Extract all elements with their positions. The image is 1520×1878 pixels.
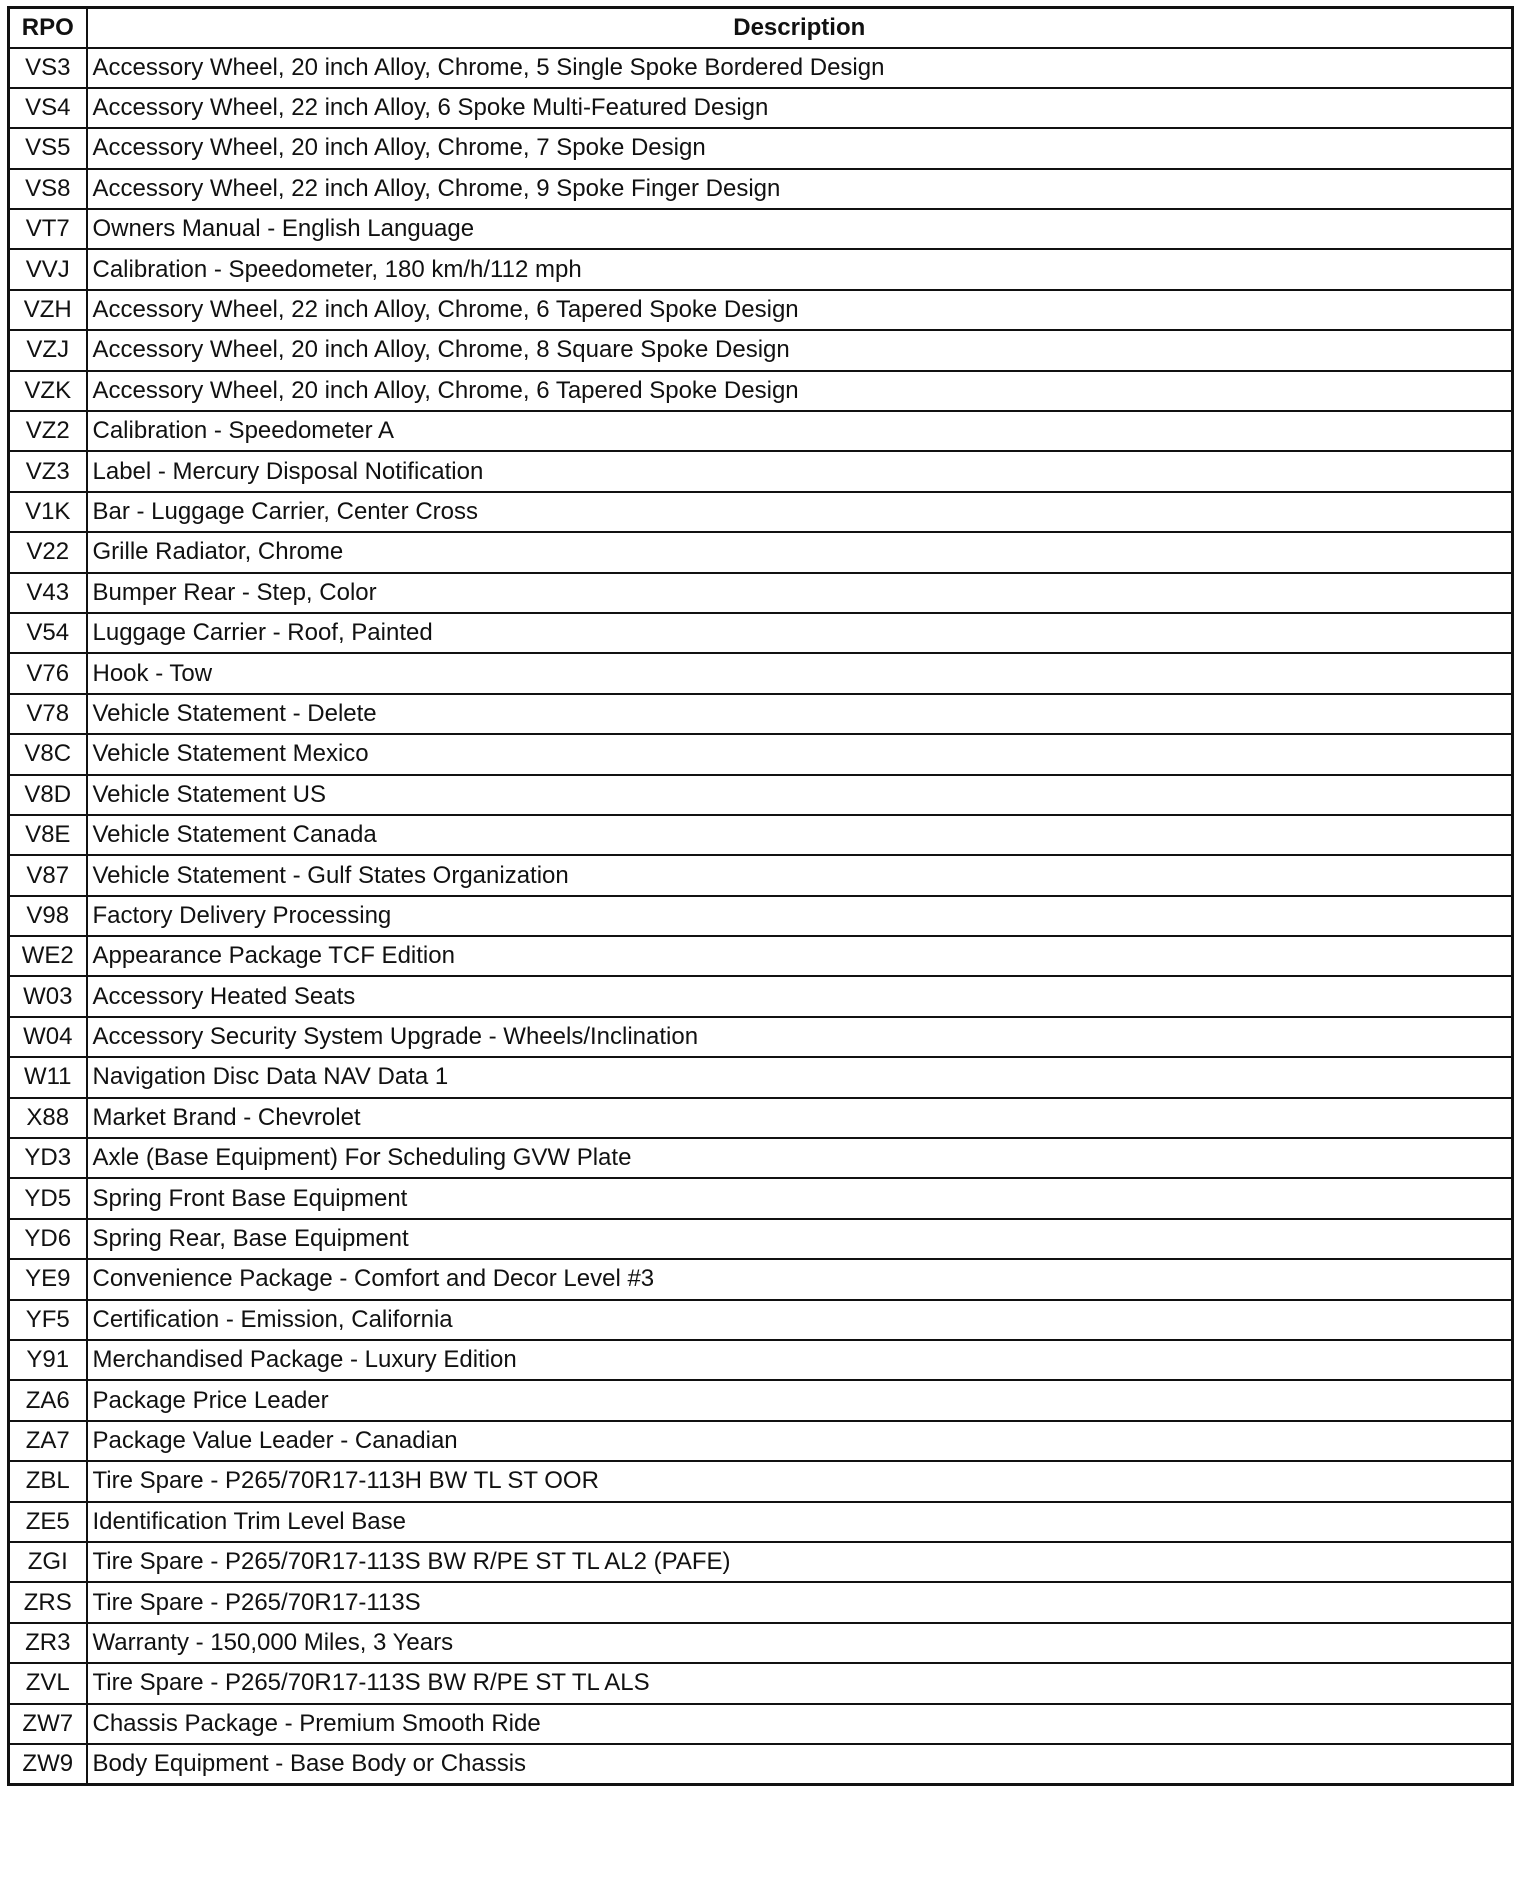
table-row bbox=[9, 209, 1513, 249]
rpo-code-cell: V22 bbox=[9, 532, 87, 572]
description-cell: Grille Radiator, Chrome bbox=[87, 532, 1513, 572]
table-row bbox=[9, 896, 1513, 936]
table-header bbox=[9, 8, 1513, 48]
description-cell: Spring Rear, Base Equipment bbox=[87, 1219, 1513, 1259]
rpo-code-cell: V8C bbox=[9, 734, 87, 774]
description-cell: Tire Spare - P265/70R17-113H BW TL ST OOR bbox=[87, 1461, 1513, 1501]
description-cell: Tire Spare - P265/70R17-113S BW R/PE ST TL ALS bbox=[87, 1663, 1513, 1703]
rpo-code-cell: VS5 bbox=[9, 128, 87, 168]
table-row bbox=[9, 1219, 1513, 1259]
table-row bbox=[9, 1542, 1513, 1582]
description-cell: Accessory Heated Seats bbox=[87, 976, 1513, 1016]
document-page bbox=[7, 6, 1511, 1870]
rpo-code-cell: W11 bbox=[9, 1057, 87, 1097]
table-body bbox=[9, 48, 1513, 1785]
rpo-code-cell: V98 bbox=[9, 896, 87, 936]
description-cell: Accessory Wheel, 20 inch Alloy, Chrome, 8 Square Spoke Design bbox=[87, 330, 1513, 370]
rpo-code-cell: ZVL bbox=[9, 1663, 87, 1703]
rpo-code-cell: VZK bbox=[9, 371, 87, 411]
description-cell: Warranty - 150,000 Miles, 3 Years bbox=[87, 1623, 1513, 1663]
description-column-header: Description bbox=[87, 8, 1513, 48]
table-row bbox=[9, 694, 1513, 734]
rpo-code-cell: YD3 bbox=[9, 1138, 87, 1178]
rpo-code-cell: ZW9 bbox=[9, 1744, 87, 1784]
description-cell: Owners Manual - English Language bbox=[87, 209, 1513, 249]
rpo-code-cell: VVJ bbox=[9, 249, 87, 289]
rpo-code-cell: YD6 bbox=[9, 1219, 87, 1259]
rpo-code-cell: ZR3 bbox=[9, 1623, 87, 1663]
header-row bbox=[9, 8, 1513, 48]
table-row bbox=[9, 815, 1513, 855]
table-row bbox=[9, 936, 1513, 976]
table-row bbox=[9, 613, 1513, 653]
rpo-code-cell: VZJ bbox=[9, 330, 87, 370]
table-row bbox=[9, 653, 1513, 693]
table-row bbox=[9, 1380, 1513, 1420]
description-cell: Calibration - Speedometer, 180 km/h/112 mph bbox=[87, 249, 1513, 289]
table-row bbox=[9, 290, 1513, 330]
table-row bbox=[9, 1057, 1513, 1097]
rpo-code-cell: V76 bbox=[9, 653, 87, 693]
description-cell: Vehicle Statement Mexico bbox=[87, 734, 1513, 774]
description-cell: Chassis Package - Premium Smooth Ride bbox=[87, 1704, 1513, 1744]
rpo-code-cell: VS3 bbox=[9, 48, 87, 88]
table-row bbox=[9, 1300, 1513, 1340]
table-row bbox=[9, 1502, 1513, 1542]
table-row bbox=[9, 775, 1513, 815]
description-cell: Luggage Carrier - Roof, Painted bbox=[87, 613, 1513, 653]
rpo-code-cell: V54 bbox=[9, 613, 87, 653]
description-cell: Spring Front Base Equipment bbox=[87, 1178, 1513, 1218]
description-cell: Certification - Emission, California bbox=[87, 1300, 1513, 1340]
rpo-code-cell: VZ3 bbox=[9, 451, 87, 491]
table-row bbox=[9, 48, 1513, 88]
description-cell: Accessory Security System Upgrade - Wheels/Inclination bbox=[87, 1017, 1513, 1057]
description-cell: Accessory Wheel, 20 inch Alloy, Chrome, 7 Spoke Design bbox=[87, 128, 1513, 168]
table-row bbox=[9, 371, 1513, 411]
rpo-code-cell: V1K bbox=[9, 492, 87, 532]
table-row bbox=[9, 128, 1513, 168]
table-row bbox=[9, 1098, 1513, 1138]
rpo-code-cell: WE2 bbox=[9, 936, 87, 976]
rpo-code-cell: ZA7 bbox=[9, 1421, 87, 1461]
table-row bbox=[9, 1704, 1513, 1744]
rpo-code-cell: VZ2 bbox=[9, 411, 87, 451]
rpo-code-cell: W03 bbox=[9, 976, 87, 1016]
rpo-code-cell: YD5 bbox=[9, 1178, 87, 1218]
table-row bbox=[9, 1017, 1513, 1057]
rpo-code-cell: YF5 bbox=[9, 1300, 87, 1340]
table-row bbox=[9, 330, 1513, 370]
table-row bbox=[9, 451, 1513, 491]
description-cell: Convenience Package - Comfort and Decor Level #3 bbox=[87, 1259, 1513, 1299]
table-row bbox=[9, 1744, 1513, 1784]
description-cell: Navigation Disc Data NAV Data 1 bbox=[87, 1057, 1513, 1097]
rpo-code-cell: Y91 bbox=[9, 1340, 87, 1380]
description-cell: Axle (Base Equipment) For Scheduling GVW Plate bbox=[87, 1138, 1513, 1178]
description-cell: Bumper Rear - Step, Color bbox=[87, 573, 1513, 613]
rpo-code-cell: ZA6 bbox=[9, 1380, 87, 1420]
description-cell: Accessory Wheel, 22 inch Alloy, 6 Spoke Multi-Featured Design bbox=[87, 88, 1513, 128]
rpo-code-cell: V8E bbox=[9, 815, 87, 855]
description-cell: Vehicle Statement US bbox=[87, 775, 1513, 815]
description-cell: Vehicle Statement Canada bbox=[87, 815, 1513, 855]
rpo-column-header: RPO bbox=[9, 8, 87, 48]
table-row bbox=[9, 88, 1513, 128]
table-row bbox=[9, 411, 1513, 451]
description-cell: Accessory Wheel, 20 inch Alloy, Chrome, 5 Single Spoke Bordered Design bbox=[87, 48, 1513, 88]
rpo-code-cell: V78 bbox=[9, 694, 87, 734]
table-row bbox=[9, 169, 1513, 209]
rpo-code-cell: ZRS bbox=[9, 1582, 87, 1622]
table-row bbox=[9, 855, 1513, 895]
description-cell: Tire Spare - P265/70R17-113S BW R/PE ST TL AL2 (PAFE) bbox=[87, 1542, 1513, 1582]
rpo-code-cell: VT7 bbox=[9, 209, 87, 249]
description-cell: Tire Spare - P265/70R17-113S bbox=[87, 1582, 1513, 1622]
description-cell: Package Value Leader - Canadian bbox=[87, 1421, 1513, 1461]
rpo-code-cell: ZE5 bbox=[9, 1502, 87, 1542]
table-row bbox=[9, 1663, 1513, 1703]
description-cell: Accessory Wheel, 22 inch Alloy, Chrome, 6 Tapered Spoke Design bbox=[87, 290, 1513, 330]
table-row bbox=[9, 1461, 1513, 1501]
description-cell: Hook - Tow bbox=[87, 653, 1513, 693]
table-row bbox=[9, 1421, 1513, 1461]
rpo-code-cell: X88 bbox=[9, 1098, 87, 1138]
description-cell: Market Brand - Chevrolet bbox=[87, 1098, 1513, 1138]
table-row bbox=[9, 492, 1513, 532]
description-cell: Package Price Leader bbox=[87, 1380, 1513, 1420]
table-row bbox=[9, 532, 1513, 572]
table-row bbox=[9, 976, 1513, 1016]
rpo-code-cell: V8D bbox=[9, 775, 87, 815]
rpo-table bbox=[7, 6, 1514, 1786]
rpo-code-cell: VZH bbox=[9, 290, 87, 330]
description-cell: Identification Trim Level Base bbox=[87, 1502, 1513, 1542]
rpo-code-cell: W04 bbox=[9, 1017, 87, 1057]
rpo-code-cell: ZGI bbox=[9, 1542, 87, 1582]
table-row bbox=[9, 1582, 1513, 1622]
rpo-code-cell: VS4 bbox=[9, 88, 87, 128]
table-row bbox=[9, 1138, 1513, 1178]
description-cell: Vehicle Statement - Gulf States Organization bbox=[87, 855, 1513, 895]
description-cell: Bar - Luggage Carrier, Center Cross bbox=[87, 492, 1513, 532]
description-cell: Body Equipment - Base Body or Chassis bbox=[87, 1744, 1513, 1784]
rpo-code-cell: V43 bbox=[9, 573, 87, 613]
description-cell: Label - Mercury Disposal Notification bbox=[87, 451, 1513, 491]
description-cell: Accessory Wheel, 22 inch Alloy, Chrome, 9 Spoke Finger Design bbox=[87, 169, 1513, 209]
rpo-code-cell: V87 bbox=[9, 855, 87, 895]
rpo-code-cell: YE9 bbox=[9, 1259, 87, 1299]
rpo-code-cell: ZW7 bbox=[9, 1704, 87, 1744]
rpo-code-cell: ZBL bbox=[9, 1461, 87, 1501]
table-row bbox=[9, 249, 1513, 289]
description-cell: Factory Delivery Processing bbox=[87, 896, 1513, 936]
table-row bbox=[9, 1340, 1513, 1380]
table-row bbox=[9, 1623, 1513, 1663]
description-cell: Vehicle Statement - Delete bbox=[87, 694, 1513, 734]
table-row bbox=[9, 1178, 1513, 1218]
description-cell: Calibration - Speedometer A bbox=[87, 411, 1513, 451]
description-cell: Accessory Wheel, 20 inch Alloy, Chrome, 6 Tapered Spoke Design bbox=[87, 371, 1513, 411]
description-cell: Appearance Package TCF Edition bbox=[87, 936, 1513, 976]
table-row bbox=[9, 734, 1513, 774]
table-row bbox=[9, 1259, 1513, 1299]
table-row bbox=[9, 573, 1513, 613]
description-cell: Merchandised Package - Luxury Edition bbox=[87, 1340, 1513, 1380]
rpo-code-cell: VS8 bbox=[9, 169, 87, 209]
